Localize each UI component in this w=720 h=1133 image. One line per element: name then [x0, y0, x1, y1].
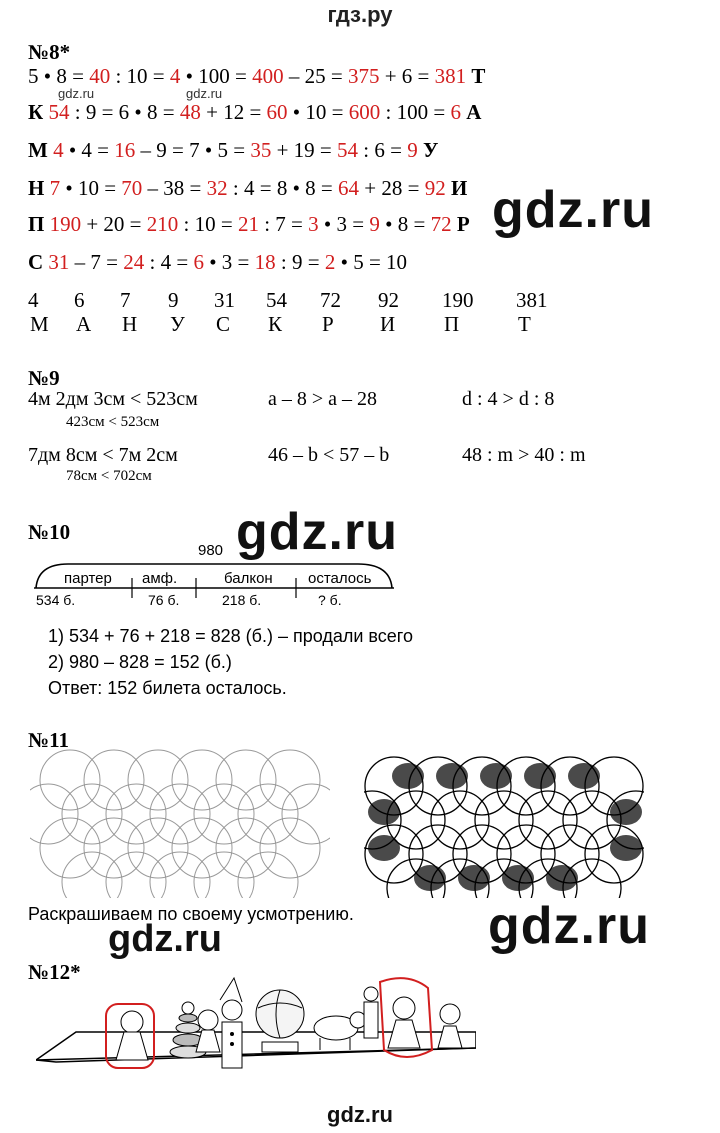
- cipher-number: 381: [516, 288, 548, 312]
- pattern-circle: [238, 784, 298, 844]
- equation-text: • 8 =: [379, 212, 431, 236]
- watermark-tiny-2: gdz.ru: [186, 86, 223, 101]
- task11-title: №11: [28, 728, 69, 752]
- pattern-circle: [62, 852, 122, 898]
- pattern-circle: [150, 852, 210, 898]
- answer-value: 6: [193, 250, 204, 274]
- answer-value: 2: [324, 250, 336, 274]
- task8-row: [28, 64, 485, 89]
- pattern-circle: [216, 818, 276, 878]
- task9-r1c2: a – 8 > a – 28: [268, 388, 378, 410]
- equation-text: + 28 =: [359, 176, 425, 200]
- task8-title: №8*: [28, 40, 71, 64]
- segment-label-ostalos: осталось: [308, 570, 372, 587]
- pattern-circle: [84, 818, 144, 878]
- watermark-gdz-1: gdz.ru: [492, 181, 654, 239]
- cipher-number: 9: [168, 288, 179, 312]
- toys-shelf-illustration: [36, 968, 476, 1078]
- cipher-number: 72: [320, 288, 341, 312]
- equation-text: : 4 =: [144, 250, 194, 274]
- answer-value: 210: [146, 212, 179, 236]
- task9-r2c3: 48 : m > 40 : m: [462, 444, 586, 466]
- equation-text: : 4 = 8 • 8 =: [227, 176, 339, 200]
- answer-value: 70: [121, 176, 143, 200]
- cipher-letter: С: [216, 312, 231, 336]
- pattern-circle: [106, 852, 166, 898]
- equation-text: : 6 =: [358, 138, 408, 162]
- equation-text: : 9 = 6 • 8 =: [69, 100, 180, 124]
- equation-text: + 20 =: [81, 212, 147, 236]
- pattern-circle: [84, 750, 144, 810]
- pattern-circle: [150, 784, 210, 844]
- cipher-number: 54: [266, 288, 287, 312]
- equation-text: • 3 =: [203, 250, 255, 274]
- answer-value: 381: [434, 64, 467, 88]
- pattern-circle: [106, 784, 166, 844]
- cipher-letter: А: [76, 312, 92, 336]
- answer-value: 32: [206, 176, 228, 200]
- shaded-petal: [368, 835, 400, 861]
- task10-step2: 2) 980 – 828 = 152 (б.): [48, 652, 232, 672]
- circle-pattern-shaded: [364, 756, 644, 898]
- answer-value: 6: [450, 100, 461, 124]
- equation-text: С: [28, 250, 49, 274]
- watermark-gdz-3: gdz.ru: [488, 897, 650, 955]
- equation-text: : 10 =: [178, 212, 238, 236]
- pattern-circle: [172, 750, 232, 810]
- pattern-circle: [62, 784, 122, 844]
- pattern-circle: [475, 791, 533, 849]
- equation-text: – 25 =: [283, 64, 348, 88]
- equation-text: • 3 =: [318, 212, 370, 236]
- watermark-gdz-4: gdz.ru: [108, 918, 222, 960]
- equation-text: 5 • 8 =: [28, 64, 90, 88]
- pattern-circle: [40, 750, 100, 810]
- task8-row: [28, 212, 470, 237]
- segment-value-parter: 534 б.: [36, 592, 76, 608]
- pattern-circle: [40, 818, 100, 878]
- cipher-letter: П: [444, 312, 460, 336]
- equation-text: + 6 =: [379, 64, 435, 88]
- task8-row: [28, 100, 481, 125]
- answer-value: 64: [338, 176, 360, 200]
- pattern-circle: [260, 750, 320, 810]
- answer-value: 54: [337, 138, 359, 162]
- cipher-letter: К: [268, 312, 283, 336]
- watermark-gdz-2: gdz.ru: [236, 503, 398, 561]
- site-header[interactable]: гдз.ру: [327, 2, 393, 27]
- equation-text: : 7 =: [258, 212, 309, 236]
- equation-text: – 9 = 7 • 5 =: [135, 138, 251, 162]
- equation-text: – 38 =: [142, 176, 207, 200]
- equation-text: А: [460, 100, 482, 124]
- pattern-circle: [128, 818, 188, 878]
- circle-pattern-plain: [30, 748, 330, 898]
- cipher-letter: Р: [322, 312, 334, 336]
- cipher-letter: Н: [122, 312, 138, 336]
- equation-text: • 10 =: [60, 176, 122, 200]
- segment-label-balkon: балкон: [224, 570, 273, 587]
- answer-value: 92: [424, 176, 446, 200]
- equation-text: М: [28, 138, 54, 162]
- cipher-number: 4: [28, 288, 39, 312]
- answer-value: 72: [430, 212, 452, 236]
- cipher-number: 6: [74, 288, 85, 312]
- equation-text: : 9 =: [275, 250, 325, 274]
- equation-text: • 4 =: [63, 138, 115, 162]
- shaded-petal: [436, 763, 468, 789]
- task9-title: №9: [28, 366, 60, 390]
- answer-value: 600: [348, 100, 381, 124]
- pattern-circle: [519, 791, 577, 849]
- answer-value: 400: [252, 64, 284, 88]
- answer-value: 9: [369, 212, 380, 236]
- answer-value: 9: [407, 138, 418, 162]
- equation-text: : 10 =: [110, 64, 170, 88]
- equation-text: – 7 =: [69, 250, 124, 274]
- task9-r2c2: 46 – b < 57 – b: [268, 444, 390, 466]
- answer-value: 16: [114, 138, 136, 162]
- cipher-number: 92: [378, 288, 399, 312]
- equation-text: Т: [466, 64, 486, 88]
- segment-value-ostalos: ? б.: [318, 592, 342, 608]
- pattern-circle: [194, 784, 254, 844]
- segment-label-parter: партер: [64, 570, 112, 587]
- pattern-circle: [194, 852, 254, 898]
- task12-title: №12*: [28, 960, 81, 984]
- cipher-number: 31: [214, 288, 235, 312]
- cipher-letter: М: [30, 312, 49, 336]
- pattern-circle: [431, 791, 489, 849]
- answer-value: 24: [123, 250, 145, 274]
- answer-value: 190: [49, 212, 82, 236]
- equation-text: Р: [451, 212, 470, 236]
- pattern-circle: [172, 818, 232, 878]
- task10-step1: 1) 534 + 76 + 218 = 828 (б.) – продали всего: [48, 626, 413, 646]
- equation-text: Н: [28, 176, 50, 200]
- pattern-circle: [216, 750, 276, 810]
- watermark-tiny-1: gdz.ru: [58, 86, 95, 101]
- equation-text: • 5 = 10: [335, 250, 408, 274]
- task9-r1c1: 4м 2дм 3см < 523см: [28, 388, 198, 410]
- cipher-number: 190: [442, 288, 474, 312]
- task9-r1c3: d : 4 > d : 8: [462, 388, 555, 410]
- answer-value: 4: [169, 64, 181, 88]
- pattern-circle: [128, 750, 188, 810]
- task8-row: [28, 176, 467, 201]
- answer-value: 54: [48, 100, 70, 124]
- shaded-petal: [480, 763, 512, 789]
- equation-text: П: [28, 212, 50, 236]
- task11-caption: Раскрашиваем по своему усмотрению.: [28, 904, 354, 924]
- answer-value: 40: [89, 64, 111, 88]
- task8-row: [28, 250, 407, 275]
- pattern-circle: [563, 791, 621, 849]
- segment-label-amf: амф.: [142, 570, 178, 587]
- equation-text: + 12 =: [200, 100, 267, 124]
- answer-value: 31: [48, 250, 70, 274]
- shaded-petal: [392, 763, 424, 789]
- pattern-circle: [238, 852, 298, 898]
- answer-value: 60: [266, 100, 288, 124]
- footer-watermark[interactable]: gdz.ru: [327, 1102, 393, 1127]
- equation-text: + 19 =: [271, 138, 338, 162]
- answer-value: 48: [179, 100, 201, 124]
- cipher-letter: У: [170, 312, 185, 336]
- cipher-letter: И: [380, 312, 396, 336]
- segment-value-balkon: 218 б.: [222, 592, 262, 608]
- answer-value: 21: [237, 212, 259, 236]
- segment-total: 980: [198, 542, 224, 559]
- shaded-petal: [568, 763, 600, 789]
- answer-value: 18: [254, 250, 276, 274]
- task9-r1c1-sub: 423см < 523см: [66, 414, 160, 430]
- task10-title: №10: [28, 520, 71, 544]
- answer-value: 35: [250, 138, 272, 162]
- answer-value: 7: [49, 176, 61, 200]
- equation-text: • 10 =: [287, 100, 349, 124]
- segment-value-amf: 76 б.: [148, 592, 180, 608]
- answer-value: 3: [308, 212, 319, 236]
- equation-text: • 100 =: [180, 64, 253, 88]
- task10-answer: Ответ: 152 билета осталось.: [48, 678, 287, 698]
- equation-text: К: [28, 100, 49, 124]
- task8-row: [28, 138, 438, 163]
- shaded-petal: [524, 763, 556, 789]
- pattern-circle: [260, 818, 320, 878]
- cipher-letter: Т: [518, 312, 531, 336]
- answer-value: 375: [347, 64, 380, 88]
- task9-r2c1-sub: 78см < 702см: [66, 468, 152, 484]
- cipher-number: 7: [120, 288, 131, 312]
- equation-text: : 100 =: [380, 100, 451, 124]
- equation-text: У: [417, 138, 439, 162]
- equation-text: И: [445, 176, 468, 200]
- answer-value: 4: [53, 138, 64, 162]
- task9-r2c1: 7дм 8см < 7м 2см: [28, 444, 178, 466]
